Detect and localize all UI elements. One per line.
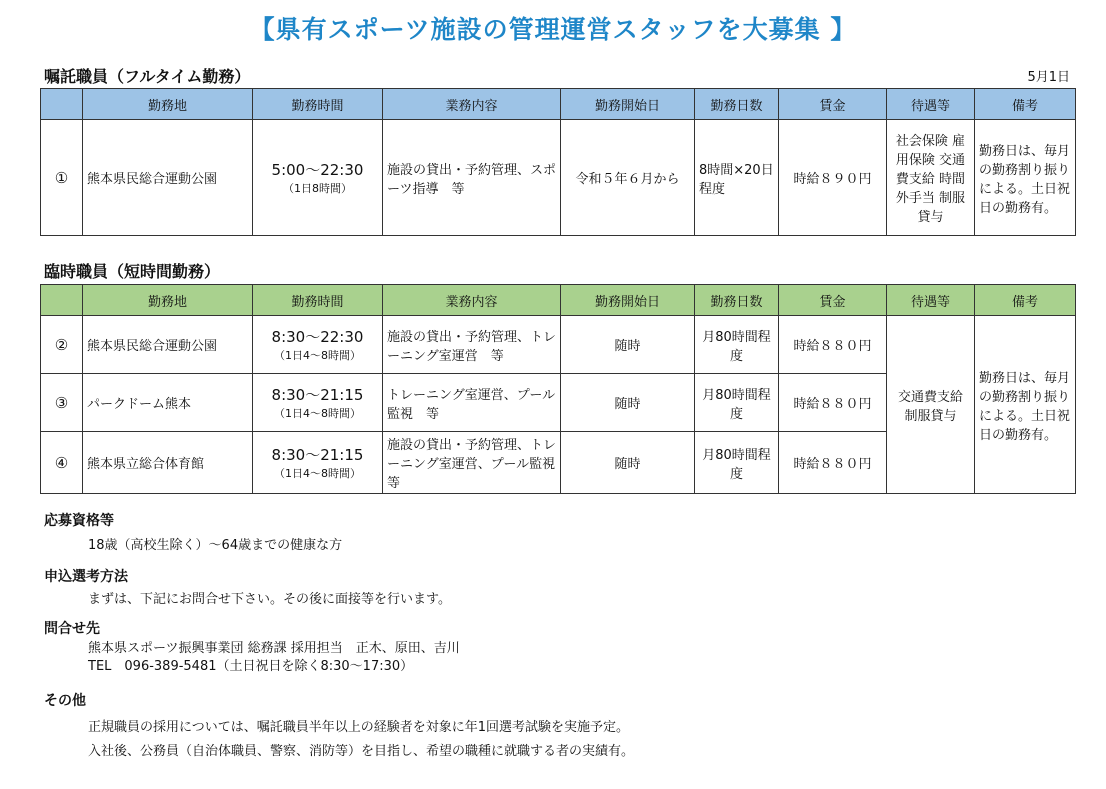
row-wage: 時給８９０円 — [779, 120, 887, 236]
contact-line1: 熊本県スポーツ振興事業団 総務課 採用担当 正木、原田、吉川 — [88, 641, 460, 656]
row-days: 月80時間程度 — [695, 374, 779, 432]
parttime-table — [40, 284, 1076, 494]
row-benefits: 交通費支給 制服貸与 — [887, 316, 975, 494]
row-time-note: （1日8時間） — [283, 182, 352, 195]
apply-section — [44, 566, 451, 610]
eligibility-section — [44, 510, 342, 556]
apply-heading: 申込選考方法 — [44, 569, 128, 585]
row-work: 施設の貸出・予約管理、スポーツ指導 等 — [383, 120, 561, 236]
header-notes: 備考 — [975, 285, 1076, 316]
table-header-row — [41, 89, 1076, 120]
table-row — [41, 316, 1076, 374]
row-start: 随時 — [561, 316, 695, 374]
section2-heading: 臨時職員（短時間勤務） — [44, 262, 221, 281]
eligibility-text: 18歳（高校生除く）～64歳までの健康な方 — [88, 538, 343, 553]
row-start: 令和５年６月から — [561, 120, 695, 236]
row-wage: 時給８８０円 — [779, 374, 887, 432]
row-wage: 時給８８０円 — [779, 432, 887, 494]
row-number: ① — [41, 120, 83, 236]
other-line1: 正規職員の採用については、嘱託職員半年以上の経験者を対象に年1回選考試験を実施予定。 — [88, 720, 630, 735]
row-work: 施設の貸出・予約管理、トレーニング室運営 等 — [383, 316, 561, 374]
row-notes: 勤務日は、毎月の勤務割り振りによる。土日祝日の勤務有。 — [975, 120, 1076, 236]
header-wage: 賃金 — [779, 285, 887, 316]
header-benefits: 待遇等 — [887, 89, 975, 120]
header-work: 業務内容 — [383, 89, 561, 120]
header-start: 勤務開始日 — [561, 89, 695, 120]
page-title: 【県有スポーツ施設の管理運営スタッフを大募集 】 — [249, 15, 857, 44]
row-number: ④ — [41, 432, 83, 494]
row-time — [253, 316, 383, 374]
row-start: 随時 — [561, 432, 695, 494]
row-time-note: （1日4～8時間） — [274, 349, 361, 362]
section1-heading: 嘱託職員（フルタイム勤務） — [44, 67, 251, 86]
date-label: 5月1日 — [1027, 70, 1070, 85]
table-row — [41, 120, 1076, 236]
row-time — [253, 432, 383, 494]
row-work: 施設の貸出・予約管理、トレーニング室運営、プール監視 等 — [383, 432, 561, 494]
fulltime-table — [40, 88, 1076, 236]
row-place: 熊本県民総合運動公園 — [83, 120, 253, 236]
row-days: 月80時間程度 — [695, 432, 779, 494]
row-notes: 勤務日は、毎月の勤務割り振りによる。土日祝日の勤務有。 — [975, 316, 1076, 494]
row-number: ③ — [41, 374, 83, 432]
header-days: 勤務日数 — [695, 285, 779, 316]
row-time-range: 8:30～21:15 — [271, 386, 364, 404]
header-work: 業務内容 — [383, 285, 561, 316]
header-start: 勤務開始日 — [561, 285, 695, 316]
row-work: トレーニング室運営、プール監視 等 — [383, 374, 561, 432]
row-time-range: 8:30～22:30 — [271, 328, 364, 346]
row-days: 月80時間程度 — [695, 316, 779, 374]
row-place: 熊本県民総合運動公園 — [83, 316, 253, 374]
row-time-range: 8:30～21:15 — [271, 446, 364, 464]
header-notes: 備考 — [975, 89, 1076, 120]
header-place: 勤務地 — [83, 285, 253, 316]
row-time-note: （1日4～8時間） — [274, 407, 361, 420]
row-time-note: （1日4～8時間） — [274, 467, 361, 480]
row-wage: 時給８８０円 — [779, 316, 887, 374]
header-days: 勤務日数 — [695, 89, 779, 120]
row-place: 熊本県立総合体育館 — [83, 432, 253, 494]
header-time: 勤務時間 — [253, 285, 383, 316]
row-days: 8時間×20日程度 — [695, 120, 779, 236]
header-wage: 賃金 — [779, 89, 887, 120]
header-benefits: 待遇等 — [887, 285, 975, 316]
row-benefits: 社会保険 雇用保険 交通費支給 時間外手当 制服貸与 — [887, 120, 975, 236]
eligibility-heading: 応募資格等 — [44, 513, 114, 529]
header-time: 勤務時間 — [253, 89, 383, 120]
other-line2: 入社後、公務員（自治体職員、警察、消防等）を目指し、希望の職種に就職する者の実績有。 — [88, 744, 635, 759]
row-time — [253, 120, 383, 236]
other-heading: その他 — [44, 693, 86, 709]
row-number: ② — [41, 316, 83, 374]
contact-heading: 問合せ先 — [44, 621, 100, 637]
table-header-row — [41, 285, 1076, 316]
other-section — [44, 690, 634, 764]
contact-line2: TEL 096-389-5481（土日祝日を除く8:30～17:30） — [88, 659, 414, 674]
apply-text: まずは、下記にお問合せ下さい。その後に面接等を行います。 — [88, 592, 451, 607]
row-time-range: 5:00～22:30 — [271, 161, 364, 179]
contact-section — [44, 618, 460, 676]
row-place: パークドーム熊本 — [83, 374, 253, 432]
row-time — [253, 374, 383, 432]
header-place: 勤務地 — [83, 89, 253, 120]
row-start: 随時 — [561, 374, 695, 432]
